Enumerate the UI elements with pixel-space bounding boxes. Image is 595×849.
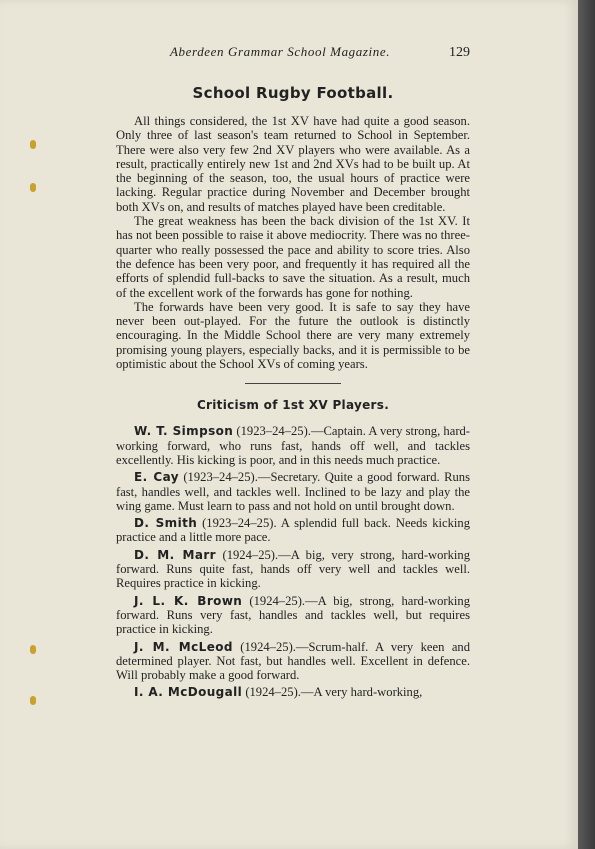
player-description: (1923–24–25).—Captain. A very strong, hard-working forward, who runs fast, hands off well, and tackles excellently. His kicking is poor, and in this needs much practice. [116, 424, 470, 467]
criticism-heading: Criticism of 1st XV Players. [196, 398, 390, 413]
running-header [116, 44, 470, 66]
player-description: (1924–25).—A big, very strong, hard-working forward. Runs quite fast, hands off very well and tackles well. Requires practice in kicking. [116, 547, 470, 591]
player-name: D. M. Marr [134, 547, 216, 562]
player-description: (1924–25).—A big, strong, hard-working forward. Runs very fast, handles and tackles well, but requires practice in kicking. [116, 593, 470, 637]
player-entry [116, 685, 470, 699]
player-name: J. L. K. Brown [134, 593, 243, 608]
page-content [116, 44, 470, 703]
player-entry [116, 640, 470, 683]
binding-hole-mark [30, 183, 36, 192]
player-name: W. T. Simpson [134, 424, 234, 439]
page-number: 129 [449, 45, 470, 60]
binding-hole-mark [30, 696, 36, 705]
player-name: J. M. McLeod [134, 639, 233, 654]
player-entry [116, 548, 470, 591]
player-name: E. Cay [134, 470, 179, 485]
article-paragraph: The great weakness has been the back division of the 1st XV. It has not been possible to raise it above mediocrity. There was no three-quarter who really possessed the pace and ability to score tries. Also the defence has been very poor, and frequently it has required all the efforts of splendid full-backs to save the situation. As a result, much of the excellent work of the forwards has gone for nothing. [116, 214, 470, 300]
section-divider [245, 383, 341, 384]
player-entry [116, 516, 470, 545]
player-entry [116, 594, 470, 637]
article-title: School Rugby Football. [192, 84, 394, 102]
player-name: I. A. McDougall [134, 685, 243, 700]
binding-hole-mark [30, 140, 36, 149]
player-description: (1923–24–25).—Secretary. Quite a good forward. Runs fast, handles well, and tackles well. Inclined to be lazy and play the wing game. Must learn to pass and not hold on until brought down. [116, 470, 470, 513]
player-name: D. Smith [134, 516, 198, 531]
player-entry [116, 470, 470, 513]
magazine-title: Aberdeen Grammar School Magazine. [170, 44, 391, 59]
dark-page-edge [578, 0, 595, 849]
article-paragraph: The forwards have been very good. It is safe to say they have never been out-played. For the future the outlook is distinctly encouraging. In the Middle School there are very many extremely promising young players, especially backs, and it is permissible to be optimistic about the School XVs of coming years. [116, 299, 470, 372]
player-description: (1924–25).—A very hard-working, [242, 685, 423, 700]
article-paragraph: All things considered, the 1st XV have had quite a good season. Only three of last season's team returned to School in September. There were also very few 2nd XV players who were available. As a result, practically entirely new 1st and 2nd XVs had to be built up. At the beginning of the season, too, the usual hours of practice were lacking. Regular practice during November and December brought both XVs on, and results of matches played have been creditable. [116, 114, 470, 214]
player-entry [116, 424, 470, 467]
player-description: (1924–25).—Scrum-half. A very keen and determined player. Not fast, but handles well. Excellent in defence. Will probably make a good forward. [116, 639, 470, 683]
player-description: (1923–24–25). A splendid full back. Needs kicking practice and a little more pace. [116, 516, 470, 545]
binding-hole-mark [30, 645, 36, 654]
